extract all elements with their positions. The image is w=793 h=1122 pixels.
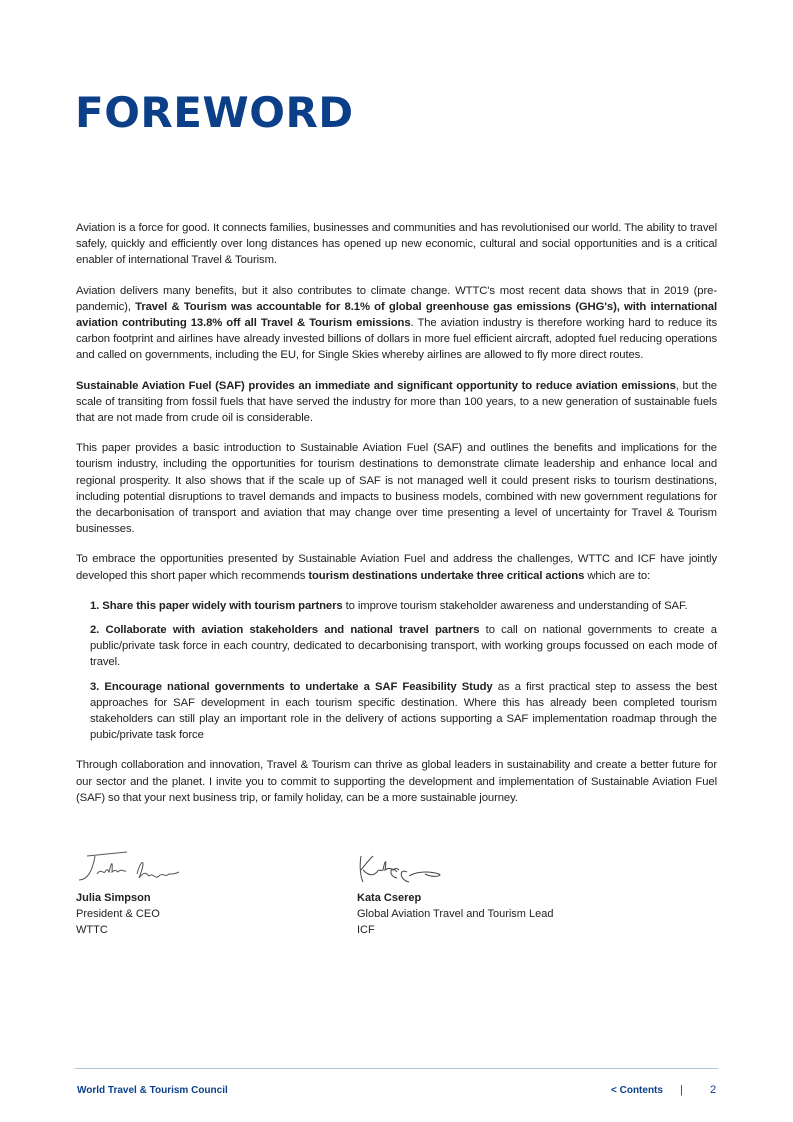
signatory-wttc (67, 850, 187, 938)
signatory-role: President & CEO (76, 908, 160, 920)
signature-julia-simpson (67, 850, 187, 886)
signatory-name: Julia Simpson (76, 892, 151, 904)
text: to improve tourism stakeholder awareness and understanding of SAF. (342, 599, 688, 612)
action-item (90, 622, 717, 671)
text: To embrace the opportunities presented by Sustainable Aviation Fuel and address the challenges, WTTC and ICF have jointly developed this short paper which recommends (76, 553, 717, 582)
signatory-org: ICF (357, 924, 375, 936)
signatory-org: WTTC (76, 924, 108, 936)
footer-org-name: World Travel & Tourism Council (77, 1085, 228, 1096)
text: Through collaboration and innovation, Travel & Tourism can thrive as global leaders in sustainability and create a better future for our sector and the planet. I invite you to commit to supporting the development and implementation of Sustainable Aviation Fuel (SAF) so that your next business trip, or family holiday, can be a more sustainable journey. (76, 759, 717, 804)
footer-divider (75, 1068, 718, 1069)
paragraph (76, 757, 717, 806)
contents-link[interactable]: < Contents (611, 1085, 663, 1096)
page-title: FOREWORD (75, 88, 354, 137)
action-item (90, 598, 717, 614)
signatory-role: Global Aviation Travel and Tourism Lead (357, 908, 554, 920)
signatory-icf (357, 850, 554, 938)
text: as a first practical step to assess the best approaches for SAF development in each tourism specific destination. Where this has already been completed tourism stakeholders can still play an important role in the delivery of actions supporting a SAF implementation roadmap through the pubic/private task force (90, 680, 717, 742)
text: which are to: (584, 569, 651, 582)
paragraph (76, 283, 717, 364)
text: This paper provides a basic introduction to Sustainable Aviation Fuel (SAF) and outlines the benefits and implications for the tourism industry, including the opportunities for tourism destinations to demonstrate climate leadership and enhance local and regional prosperity. It also shows that if the scale up of SAF is not managed well it could present risks to tourism destinations, including potential disruptions to travel demands and impacts to business models, combined with new government regulations for the decarbonisation of transport and aviation that may change over time presenting a level of uncertainty for Travel & Tourism businesses. (76, 442, 717, 536)
bold-text: 2. Collaborate with aviation stakeholders and national travel partners (90, 624, 480, 637)
signature-kata-cserep (357, 850, 467, 886)
paragraph (76, 551, 717, 583)
signatory-name: Kata Cserep (357, 892, 422, 904)
footer-separator: | (680, 1084, 683, 1096)
foreword-body (76, 220, 717, 820)
text: . The aviation industry is therefore working hard to reduce its carbon footprint and airlines have already invested billions of dollars in more fuel efficient aircraft, adopted fuel reducing operations and called on governments, including the EU, for Single Skies whereby airlines are allowed to fly more direct routes. (76, 317, 717, 362)
bold-text: 3. Encourage national governments to undertake a SAF Feasibility Study (90, 680, 493, 693)
text: Aviation is a force for good. It connects families, businesses and communities and has revolutionised our world. The ability to travel safely, quickly and efficiently over long distances has opened up new economic, cultural and social opportunities and is a critical enabler of international Travel & Tourism. (76, 222, 717, 267)
paragraph (76, 440, 717, 537)
text: Aviation delivers many benefits, but it also contributes to climate change. WTTC's most recent data shows that in 2019 (pre-pandemic), (76, 284, 717, 313)
bold-text: tourism destinations undertake three critical actions (308, 569, 585, 582)
paragraph (76, 220, 717, 269)
bold-text: Sustainable Aviation Fuel (SAF) provides an immediate and significant opportunity to reduce aviation emissions (76, 379, 676, 392)
text: to call on national governments to create a public/private task force in each country, dedicated to decarbonising transport, with working groups focussed on each mode of travel. (90, 624, 717, 669)
bold-text: 1. Share this paper widely with tourism partners (90, 599, 343, 612)
action-item (90, 679, 717, 744)
bold-text: Travel & Tourism was accountable for 8.1% of global greenhouse gas emissions (GHG's), with international aviation contributing 13.8% off all Travel & Tourism emissions (76, 300, 717, 330)
page-number: 2 (710, 1084, 717, 1096)
text: , but the scale of transiting from fossil fuels that have served the industry for more than 100 years, to a new generation of sustainable fuels that are not made from crude oil is considerable. (76, 379, 717, 425)
paragraph (76, 378, 717, 427)
